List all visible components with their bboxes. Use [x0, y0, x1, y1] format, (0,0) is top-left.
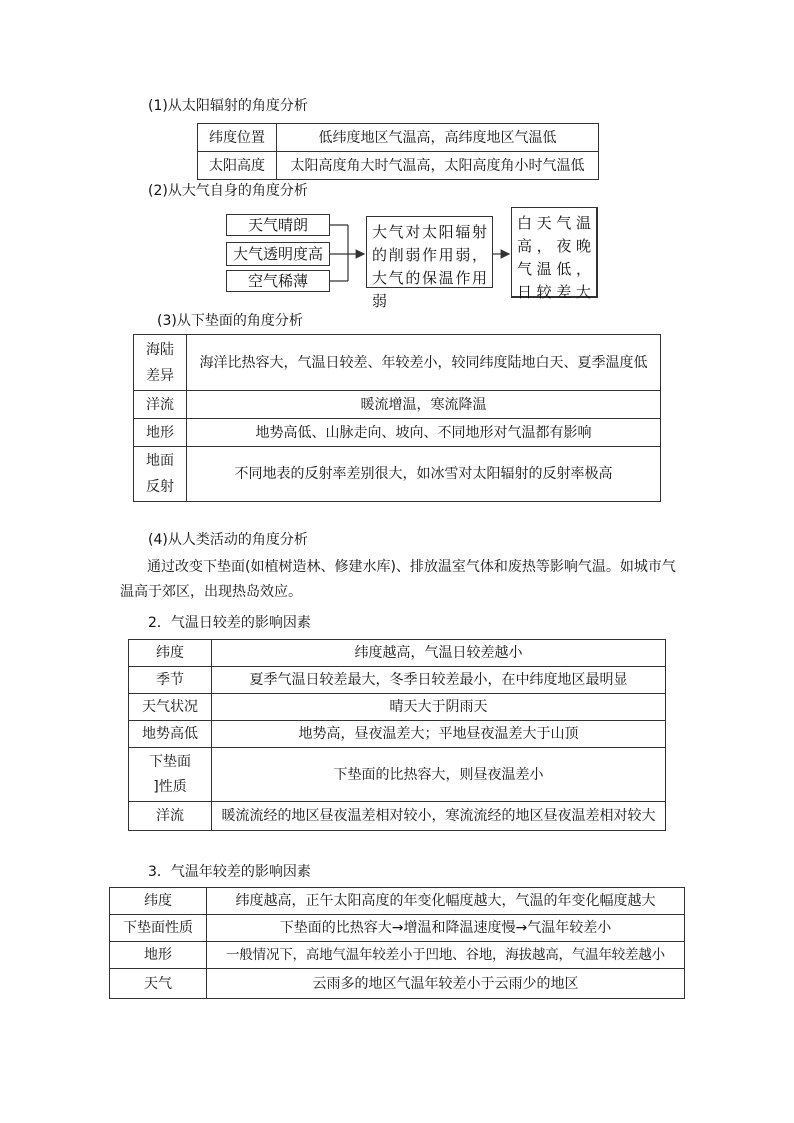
effect-cell: 暖流流经的地区昼夜温差相对较小，寒流流经的地区昼夜温差相对较大 — [212, 802, 666, 831]
effect-cell: 晴天大于阴雨天 — [212, 694, 666, 721]
factor-cell: 下垫面 ]性质 — [129, 748, 212, 802]
factor-cell: 洋流 — [129, 802, 212, 831]
factor-cell: 太阳高度 — [198, 152, 277, 180]
human-activity-paragraph: 通过改变下垫面(如植树造林、修建水库)、排放温室气体和废热等影响气温。如城市气温高于郊区，出现热岛效应。 — [120, 559, 676, 600]
factor-box-clear-weather: 天气晴朗 — [226, 214, 330, 236]
effect-cell: 下垫面的比热容大，则昼夜温差小 — [212, 748, 666, 802]
effect-cell: 夏季气温日较差最大，冬季日较差最小，在中纬度地区最明显 — [212, 667, 666, 694]
effect-cell: 太阳高度角大时气温高，太阳高度角小时气温低 — [277, 152, 599, 180]
effect-cell: 下垫面的比热容大→增温和降温速度慢→气温年较差小 — [207, 915, 685, 942]
factor-cell: 天气状况 — [129, 694, 212, 721]
effect-cell: 云雨多的地区气温年较差小于云雨少的地区 — [207, 969, 685, 999]
table-row — [134, 419, 661, 447]
factor-cell: 地面 反射 — [134, 447, 187, 502]
effect-cell: 地势高低、山脉走向、坡向、不同地形对气温都有影响 — [187, 419, 661, 447]
factor-cell: 地形 — [110, 942, 207, 969]
factor-cell: 下垫面性质 — [110, 915, 207, 942]
table-row — [129, 667, 666, 694]
factor-box-transparency: 大气透明度高 — [226, 242, 330, 266]
section3-heading: (3)从下垫面的角度分析 — [157, 313, 303, 329]
effect-cell: 一般情况下，高地气温年较差小于凹地、谷地，海拔越高，气温年较差越小 — [207, 942, 685, 969]
table-row — [129, 640, 666, 667]
effect-cell: 不同地表的反射率差别很大，如冰雪对太阳辐射的反射率极高 — [187, 447, 661, 502]
effect-cell: 纬度越高，正午太阳高度的年变化幅度越大，气温的年变化幅度越大 — [207, 888, 685, 915]
factor-cell: 天气 — [110, 969, 207, 999]
factor-cell: 海陆 差异 — [134, 335, 187, 391]
effect-cell: 暖流增温，寒流降温 — [187, 391, 661, 419]
process-box: 大气对太阳辐射的削弱作用弱，大气的保温作用弱 — [366, 216, 493, 288]
table-row — [129, 694, 666, 721]
factor-cell: 纬度 — [110, 888, 207, 915]
factor-cell: 地势高低 — [129, 721, 212, 748]
table-row — [129, 721, 666, 748]
table-row — [110, 942, 685, 969]
factor-box-thin-air: 空气稀薄 — [226, 270, 330, 292]
effect-cell: 纬度越高，气温日较差越小 — [212, 640, 666, 667]
factor-cell: 地形 — [134, 419, 187, 447]
table-row — [129, 748, 666, 802]
factor-cell: 季节 — [129, 667, 212, 694]
result-box: 白天气温高，夜晚气温低，日较差大 — [511, 207, 598, 298]
annual-range-table — [109, 887, 685, 999]
table-row — [110, 915, 685, 942]
annual-range-heading: 3．气温年较差的影响因素 — [148, 864, 311, 880]
table-row — [134, 391, 661, 419]
daily-range-heading: 2．气温日较差的影响因素 — [148, 615, 311, 631]
section4-heading: (4)从人类活动的角度分析 — [148, 532, 308, 548]
table-row — [110, 888, 685, 915]
table-row — [110, 969, 685, 999]
effect-cell: 地势高，昼夜温差大；平地昼夜温差大于山顶 — [212, 721, 666, 748]
section2-heading: (2)从大气自身的角度分析 — [148, 183, 308, 199]
table-row — [129, 802, 666, 831]
underlying-surface-table — [133, 334, 661, 502]
section1-heading: (1)从太阳辐射的角度分析 — [148, 98, 308, 114]
table-row — [134, 447, 661, 502]
effect-cell: 海洋比热容大，气温日较差、年较差小，较同纬度陆地白天、夏季温度低 — [187, 335, 661, 391]
daily-range-table — [128, 639, 666, 831]
factor-cell: 洋流 — [134, 391, 187, 419]
effect-cell: 低纬度地区气温高，高纬度地区气温低 — [277, 124, 599, 152]
table-row — [134, 335, 661, 391]
factor-cell: 纬度位置 — [198, 124, 277, 152]
factor-cell: 纬度 — [129, 640, 212, 667]
